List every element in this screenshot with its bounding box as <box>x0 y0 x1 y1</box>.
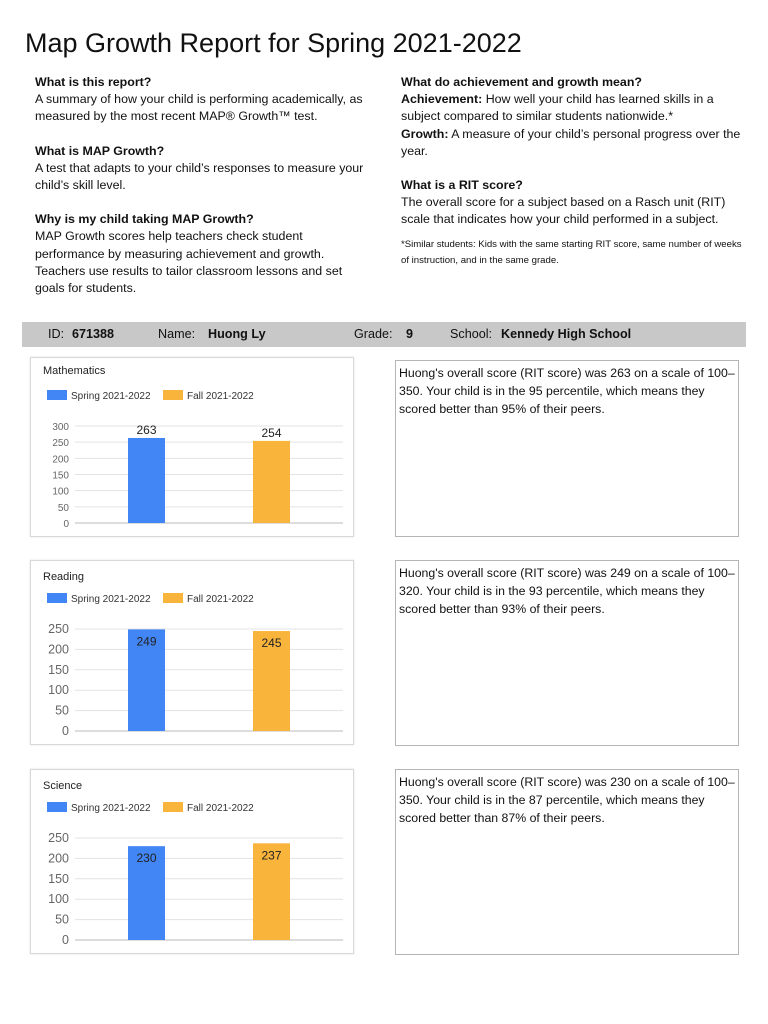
bar-value-label: 249 <box>136 634 157 649</box>
page-title: Map Growth Report for Spring 2021-2022 <box>25 28 522 58</box>
chart-mathematics <box>30 357 354 537</box>
intro-block-map-growth <box>35 143 370 195</box>
y-tick-label: 300 <box>52 422 69 433</box>
question-heading: Why is my child taking MAP Growth? <box>35 212 254 227</box>
legend-swatch <box>47 593 67 603</box>
intro-block-report <box>35 74 370 126</box>
answer-text: MAP Growth scores help teachers check student performance by measuring achievement and growth. Teachers use results to tailor classroom lessons and set goals for students. <box>35 229 343 296</box>
answer-text: A summary of how your child is performing academically, as measured by the most recent MAP® Growth™ test. <box>35 92 363 124</box>
y-tick-label: 100 <box>52 486 69 498</box>
growth-definition <box>401 126 746 160</box>
question-heading: What is a RIT score? <box>401 178 523 193</box>
growth-text: A measure of your child’s personal progress over the year. <box>401 126 741 158</box>
y-tick-label: 250 <box>52 438 69 450</box>
legend-swatch <box>163 390 183 400</box>
bar-value-label: 254 <box>261 425 282 440</box>
y-tick-label: 50 <box>55 912 69 927</box>
id-label: ID: <box>48 327 65 341</box>
answer-text: A test that adapts to your child’s responses to measure your child’s skill level. <box>35 160 364 193</box>
student-school: Kennedy High School <box>501 327 632 341</box>
y-tick-label: 200 <box>48 642 69 657</box>
intro-right-column <box>401 74 746 269</box>
y-tick-label: 150 <box>48 662 69 677</box>
chart-title: Reading <box>43 571 84 583</box>
science-bar-chart <box>31 770 353 953</box>
growth-label: Growth: <box>401 126 449 141</box>
chart-title: Science <box>43 780 83 792</box>
summary-reading: Huong's overall score (RIT score) was 249 on a scale of 100–320. Your child is in the 93 percentile, which means they scored better than 93% of their peers. <box>395 560 739 746</box>
legend-label: Fall 2021-2022 <box>187 391 254 402</box>
bar <box>128 438 165 523</box>
name-label: Name: <box>158 327 196 341</box>
question-heading: What is this report? <box>35 75 152 89</box>
legend-swatch <box>47 802 67 812</box>
bar-value-label: 245 <box>261 636 282 651</box>
legend-label: Spring 2021-2022 <box>71 594 151 605</box>
achievement-definition <box>401 91 746 125</box>
chart-title: Mathematics <box>43 365 106 377</box>
answer-text: The overall score for a subject based on a Rasch unit (RIT) scale that indicates how your child performed in a subject. <box>401 195 726 227</box>
intro-block-why <box>35 211 370 297</box>
y-tick-label: 0 <box>62 724 69 738</box>
grade-label: Grade: <box>354 327 393 341</box>
legend-swatch <box>163 593 183 603</box>
mathematics-bar-chart <box>31 358 353 536</box>
question-heading: What is MAP Growth? <box>35 143 165 158</box>
achievement-text: How well your child has learned skills in a subject compared to similar students nationwide.* <box>401 92 714 124</box>
y-tick-label: 250 <box>48 831 69 845</box>
legend-swatch <box>47 390 67 400</box>
y-tick-label: 250 <box>48 622 69 636</box>
legend-label: Spring 2021-2022 <box>71 803 151 814</box>
bar-value-label: 263 <box>136 422 157 437</box>
y-tick-label: 50 <box>57 502 69 514</box>
student-id: 671388 <box>72 327 115 341</box>
legend-label: Fall 2021-2022 <box>187 594 254 605</box>
y-tick-label: 150 <box>52 470 69 482</box>
achievement-label: Achievement: <box>401 92 483 107</box>
question-heading: What do achievement and growth mean? <box>401 75 642 89</box>
bar-value-label: 237 <box>261 848 282 863</box>
student-info-bar <box>22 322 746 347</box>
legend-swatch <box>163 802 183 812</box>
intro-block-achievement-growth <box>401 74 746 160</box>
summary-mathematics: Huong's overall score (RIT score) was 263 on a scale of 100–350. Your child is in the 95 percentile, which means they scored better than 95% of their peers. <box>395 360 739 537</box>
y-tick-label: 100 <box>48 892 69 907</box>
intro-block-rit <box>401 177 746 229</box>
y-tick-label: 200 <box>48 851 69 866</box>
summary-science: Huong's overall score (RIT score) was 230 on a scale of 100–350. Your child is in the 87 percentile, which means they scored better than 87% of their peers. <box>395 769 739 955</box>
bar-value-label: 230 <box>136 851 157 866</box>
student-name: Huong Ly <box>208 327 266 341</box>
reading-bar-chart <box>31 561 353 744</box>
y-tick-label: 200 <box>52 454 69 466</box>
bar <box>253 441 290 523</box>
chart-science <box>30 769 354 954</box>
y-tick-label: 0 <box>63 519 69 530</box>
intro-left-column <box>35 74 370 314</box>
legend-label: Spring 2021-2022 <box>71 391 151 402</box>
y-tick-label: 100 <box>48 683 69 698</box>
footnote: *Similar students: Kids with the same starting RIT score, same number of weeks of instruction, and in the same grade. <box>401 238 742 266</box>
y-tick-label: 50 <box>55 703 69 718</box>
legend-label: Fall 2021-2022 <box>187 803 254 814</box>
y-tick-label: 0 <box>62 933 69 947</box>
student-grade: 9 <box>406 327 414 341</box>
school-label: School: <box>450 327 493 341</box>
y-tick-label: 150 <box>48 871 69 886</box>
chart-reading <box>30 560 354 745</box>
